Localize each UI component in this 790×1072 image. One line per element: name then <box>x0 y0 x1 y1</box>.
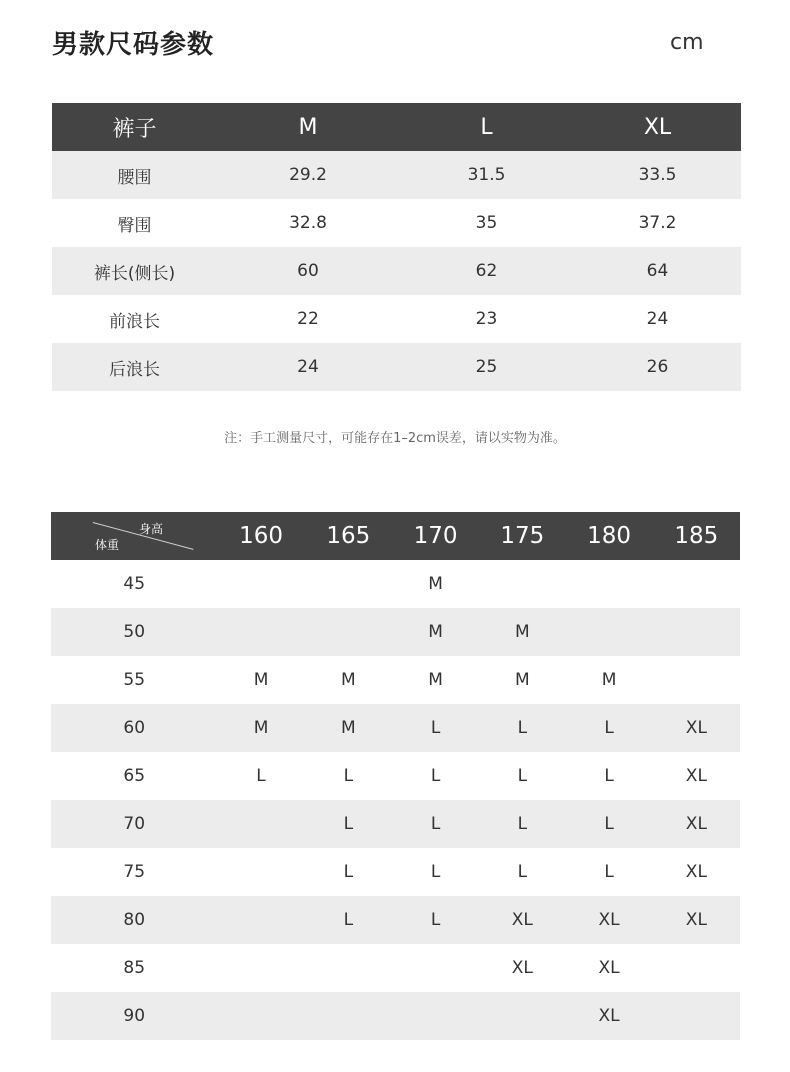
size-cell: L <box>479 752 565 800</box>
size-cell: M <box>392 560 479 608</box>
size-cell <box>565 608 652 656</box>
size-cell: L <box>392 896 479 944</box>
size-cell: XL <box>653 896 740 944</box>
size-cell: XL <box>565 896 652 944</box>
table-row <box>52 199 741 247</box>
measurement-label: 前浪长 <box>52 295 217 343</box>
size-cell: XL <box>653 752 740 800</box>
weight-cell: 75 <box>51 848 217 896</box>
weight-axis-label: 体重 <box>95 538 120 552</box>
size-cell: L <box>305 800 392 848</box>
size-cell <box>305 560 392 608</box>
size-cell <box>392 944 479 992</box>
table-row <box>51 752 740 800</box>
weight-cell: 70 <box>51 800 217 848</box>
measurement-label: 臀围 <box>52 199 217 247</box>
size-cell: L <box>479 800 565 848</box>
size-cell: M <box>217 704 304 752</box>
weight-cell: 55 <box>51 656 217 704</box>
size-cell <box>653 944 740 992</box>
size-cell <box>653 992 740 1040</box>
table-cell: 26 <box>574 343 741 391</box>
size-cell <box>653 656 740 704</box>
weight-cell: 60 <box>51 704 217 752</box>
size-cell: XL <box>653 800 740 848</box>
table-row <box>52 151 741 199</box>
recommendation-header-row <box>51 512 740 560</box>
table-row <box>51 848 740 896</box>
table-cell: 33.5 <box>574 151 741 199</box>
size-cell: M <box>392 608 479 656</box>
size-cell <box>305 608 392 656</box>
table-row <box>51 656 740 704</box>
size-cell: L <box>565 848 652 896</box>
size-cell: M <box>217 656 304 704</box>
size-cell: XL <box>565 992 652 1040</box>
size-cell <box>217 800 304 848</box>
size-cell: M <box>305 704 392 752</box>
table-row <box>52 295 741 343</box>
table-cell: 24 <box>574 295 741 343</box>
table-cell: 37.2 <box>574 199 741 247</box>
page-title: 男款尺码参数 <box>52 30 215 60</box>
size-cell: L <box>217 752 304 800</box>
header-cell-size-l: L <box>399 103 574 151</box>
size-cell <box>479 560 565 608</box>
size-cell: XL <box>565 944 652 992</box>
size-cell <box>217 896 304 944</box>
size-cell <box>305 992 392 1040</box>
size-cell <box>217 848 304 896</box>
height-header-cell: 185 <box>653 512 740 560</box>
table-row <box>51 608 740 656</box>
weight-cell: 65 <box>51 752 217 800</box>
table-row <box>51 800 740 848</box>
size-cell <box>217 992 304 1040</box>
size-cell: L <box>565 704 652 752</box>
table-cell: 25 <box>399 343 574 391</box>
weight-cell: 80 <box>51 896 217 944</box>
height-header-cell: 160 <box>217 512 304 560</box>
measurement-note: 注：手工测量尺寸，可能存在1–2cm误差，请以实物为准。 <box>224 431 566 446</box>
size-cell: XL <box>653 848 740 896</box>
size-cell <box>217 608 304 656</box>
header-cell-size-xl: XL <box>574 103 741 151</box>
height-header-cell: 175 <box>479 512 565 560</box>
size-cell: M <box>565 656 652 704</box>
table-row <box>51 896 740 944</box>
weight-cell: 90 <box>51 992 217 1040</box>
height-header-cell: 180 <box>565 512 652 560</box>
size-cell: L <box>392 800 479 848</box>
table-cell: 64 <box>574 247 741 295</box>
height-header-cell: 165 <box>305 512 392 560</box>
size-table-header-row <box>52 103 741 151</box>
size-cell: L <box>392 848 479 896</box>
size-table <box>52 103 741 391</box>
size-cell <box>565 560 652 608</box>
weight-cell: 85 <box>51 944 217 992</box>
table-cell: 23 <box>399 295 574 343</box>
table-cell: 24 <box>217 343 399 391</box>
size-cell: M <box>392 656 479 704</box>
table-cell: 22 <box>217 295 399 343</box>
table-row <box>51 944 740 992</box>
size-cell: L <box>565 752 652 800</box>
weight-cell: 45 <box>51 560 217 608</box>
table-row <box>51 704 740 752</box>
weight-cell: 50 <box>51 608 217 656</box>
table-cell: 29.2 <box>217 151 399 199</box>
size-cell <box>217 560 304 608</box>
corner-header-cell <box>51 512 217 560</box>
measurement-label: 后浪长 <box>52 343 217 391</box>
size-cell: L <box>305 752 392 800</box>
size-cell: XL <box>653 704 740 752</box>
size-recommendation-table <box>51 512 740 1040</box>
table-cell: 35 <box>399 199 574 247</box>
table-row <box>51 992 740 1040</box>
size-cell <box>217 944 304 992</box>
measurement-label: 裤长(侧长) <box>52 247 217 295</box>
size-cell <box>392 992 479 1040</box>
size-cell: L <box>565 800 652 848</box>
size-cell <box>653 560 740 608</box>
unit-label: cm <box>670 30 704 55</box>
size-cell: XL <box>479 944 565 992</box>
height-axis-label: 身高 <box>139 522 164 536</box>
size-cell <box>479 992 565 1040</box>
size-cell: L <box>479 848 565 896</box>
size-cell <box>305 944 392 992</box>
size-cell: M <box>479 608 565 656</box>
size-cell: XL <box>479 896 565 944</box>
header-cell-pants: 裤子 <box>52 103 217 151</box>
size-cell: L <box>305 848 392 896</box>
table-cell: 31.5 <box>399 151 574 199</box>
size-cell: M <box>479 656 565 704</box>
size-cell: L <box>392 704 479 752</box>
table-cell: 60 <box>217 247 399 295</box>
measurement-label: 腰围 <box>52 151 217 199</box>
size-cell: L <box>479 704 565 752</box>
table-row <box>52 247 741 295</box>
table-cell: 32.8 <box>217 199 399 247</box>
table-cell: 62 <box>399 247 574 295</box>
table-row <box>52 343 741 391</box>
size-cell: M <box>305 656 392 704</box>
size-cell: L <box>305 896 392 944</box>
height-header-cell: 170 <box>392 512 479 560</box>
size-cell: L <box>392 752 479 800</box>
header-cell-size-m: M <box>217 103 399 151</box>
size-cell <box>653 608 740 656</box>
table-row <box>51 560 740 608</box>
